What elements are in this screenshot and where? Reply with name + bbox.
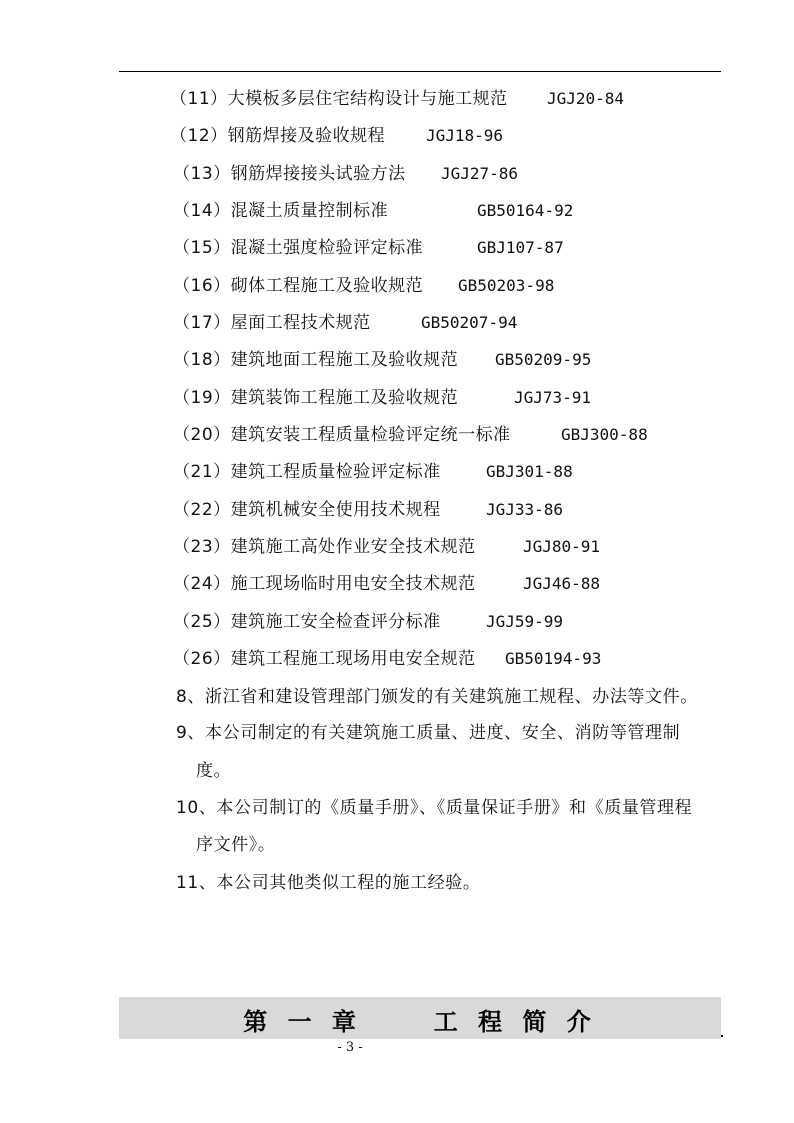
standard-label: （12）钢筋焊接及验收规程: [170, 126, 386, 146]
standard-item: [173, 535, 601, 559]
standard-code: GB50194-93: [505, 649, 602, 668]
standard-code: JGJ18-96: [426, 126, 504, 145]
standard-code: JGJ59-99: [486, 612, 564, 631]
paragraph-10: 10、本公司制订的《质量手册》、《质量保证手册》和《质量管理程: [176, 798, 693, 818]
paragraph-9-continuation: 度。: [196, 761, 232, 781]
standard-item: [173, 386, 592, 410]
standard-item: [173, 610, 564, 634]
standard-label: （16）砌体工程施工及验收规范: [173, 276, 424, 296]
standard-item: [173, 274, 555, 298]
standard-code: GB50207-94: [421, 313, 518, 332]
standard-item: [173, 162, 519, 186]
standard-item: [173, 236, 564, 260]
standard-code: GB50203-98: [458, 276, 555, 295]
standard-label: （17）屋面工程技术规范: [173, 313, 371, 333]
standard-label: （24）施工现场临时用电安全技术规范: [173, 574, 476, 594]
standard-code: GBJ300-88: [561, 425, 648, 444]
standard-item: [170, 87, 625, 111]
standard-label: （18）建筑地面工程施工及验收规范: [173, 350, 459, 370]
corner-mark: [721, 1035, 723, 1037]
standard-label: （11）大模板多层住宅结构设计与施工规范: [170, 89, 508, 109]
standard-item: [173, 647, 602, 671]
standard-code: JGJ27-86: [441, 164, 519, 183]
standard-label: （15）混凝土强度检验评定标准: [173, 238, 424, 258]
standard-code: GB50164-92: [477, 201, 574, 220]
paragraph-8: 8、浙江省和建设管理部门颁发的有关建筑施工规程、办法等文件。: [176, 687, 698, 707]
standard-label: （14）混凝土质量控制标准: [173, 201, 389, 221]
standard-item: [173, 311, 518, 335]
paragraph-9: 9、本公司制定的有关建筑施工质量、进度、安全、消防等管理制: [176, 723, 681, 743]
page-number: - 3 -: [337, 1040, 363, 1055]
standard-code: JGJ33-86: [486, 500, 564, 519]
standard-code: JGJ46-88: [523, 574, 601, 593]
standard-code: GBJ107-87: [477, 238, 564, 257]
standard-label: （13）钢筋焊接接头试验方法: [173, 164, 406, 184]
paragraph-11: 11、本公司其他类似工程的施工经验。: [176, 873, 481, 893]
standard-item: [173, 199, 574, 223]
standard-label: （21）建筑工程质量检验评定标准: [173, 462, 441, 482]
standard-item: [173, 460, 573, 484]
standard-code: JGJ73-91: [514, 388, 592, 407]
standard-code: JGJ20-84: [547, 89, 625, 108]
standard-label: （26）建筑工程施工现场用电安全规范: [173, 649, 476, 669]
standard-item: [173, 348, 592, 372]
standard-code: JGJ80-91: [523, 537, 601, 556]
standard-label: （20）建筑安装工程质量检验评定统一标准: [173, 425, 511, 445]
chapter-title: 第 一 章 工 程 简 介: [243, 1008, 597, 1036]
chapter-heading-band: [119, 997, 721, 1039]
standard-label: （25）建筑施工安全检查评分标准: [173, 612, 441, 632]
standard-code: GBJ301-88: [486, 462, 573, 481]
standard-label: （19）建筑装饰工程施工及验收规范: [173, 388, 459, 408]
standard-item: [173, 572, 601, 596]
standard-item: [173, 423, 648, 447]
standard-label: （22）建筑机械安全使用技术规程: [173, 500, 441, 520]
standard-item: [170, 124, 504, 148]
standard-label: （23）建筑施工高处作业安全技术规范: [173, 537, 476, 557]
standard-code: GB50209-95: [495, 350, 592, 369]
standard-item: [173, 498, 564, 522]
paragraph-10-continuation: 序文件》。: [196, 835, 276, 855]
